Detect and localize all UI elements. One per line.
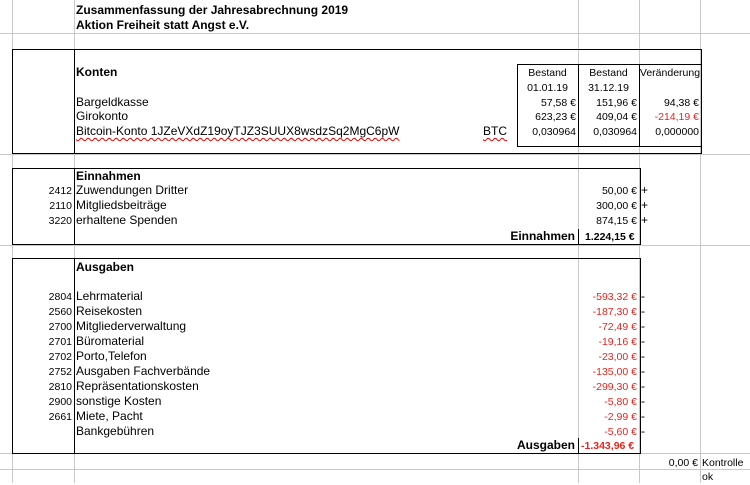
account-label[interactable]: Bitcoin-Konto 1JZeVXdZ19oyTJZ3SUUX8wsdzSq2MgC6pW xyxy=(76,124,400,138)
plus-sign: + xyxy=(641,198,649,212)
expense-label[interactable]: Bankgebühren xyxy=(76,424,155,438)
account-code[interactable]: 2900 xyxy=(48,396,72,408)
expense-amount[interactable]: -135,00 € xyxy=(592,366,637,378)
minus-sign: - xyxy=(641,424,645,438)
organisation-name: Aktion Freiheit statt Angst e.V. xyxy=(76,18,250,32)
einnahmen-heading: Einnahmen xyxy=(76,169,141,183)
divider xyxy=(578,229,579,245)
report-title: Zusammenfassung der Jahresabrechnung 2019 xyxy=(76,3,349,17)
minus-sign: - xyxy=(641,319,645,333)
minus-sign: - xyxy=(641,349,645,363)
expense-amount[interactable]: -5,80 € xyxy=(604,396,637,408)
date-end: 31.12.19 xyxy=(588,82,629,94)
account-code[interactable]: 2412 xyxy=(48,185,72,197)
date-start: 01.01.19 xyxy=(527,82,568,94)
expense-amount[interactable]: -593,32 € xyxy=(592,291,637,303)
expense-amount[interactable]: -2,99 € xyxy=(604,411,637,423)
plus-sign: + xyxy=(641,213,649,227)
account-balance-end[interactable]: 0,030964 xyxy=(593,126,637,138)
expense-label[interactable]: Repräsentationskosten xyxy=(76,379,199,393)
ausgaben-total[interactable]: -1.343,96 € xyxy=(581,440,635,452)
konten-heading: Konten xyxy=(76,65,118,79)
minus-sign: - xyxy=(641,364,645,378)
kontrolle-label: Kontrolle xyxy=(702,457,744,469)
column-header-veraenderung: Veränderung xyxy=(639,67,701,79)
expense-label[interactable]: Miete, Pacht xyxy=(76,409,143,423)
account-unit: BTC xyxy=(483,124,507,138)
minus-sign: - xyxy=(641,409,645,423)
einnahmen-total[interactable]: 1.224,15 € xyxy=(585,231,635,243)
income-label[interactable]: Zuwendungen Dritter xyxy=(76,183,189,197)
minus-sign: - xyxy=(641,394,645,408)
kontrolle-value[interactable]: 0,00 € xyxy=(668,457,698,469)
expense-label[interactable]: Büromaterial xyxy=(76,334,145,348)
column-header-bestand-end: Bestand xyxy=(589,67,628,79)
account-balance-end[interactable]: 151,96 € xyxy=(596,97,637,109)
account-code[interactable]: 2560 xyxy=(48,306,72,318)
grid-line xyxy=(0,33,750,34)
account-code[interactable]: 2110 xyxy=(49,200,72,212)
account-label[interactable]: Girokonto xyxy=(76,109,129,123)
income-label[interactable]: Mitgliedsbeiträge xyxy=(76,198,167,212)
account-change[interactable]: -214,19 € xyxy=(654,111,699,123)
column-header-bestand-start: Bestand xyxy=(528,67,567,79)
account-code[interactable]: 2701 xyxy=(48,336,72,348)
expense-amount[interactable]: -5,60 € xyxy=(604,426,637,438)
expense-amount[interactable]: -23,00 € xyxy=(598,351,637,363)
divider xyxy=(74,168,75,245)
account-code[interactable]: 2702 xyxy=(48,351,72,363)
expense-amount[interactable]: -72,49 € xyxy=(598,321,637,333)
account-balance-end[interactable]: 409,04 € xyxy=(596,111,637,123)
expense-label[interactable]: Mitgliederverwaltung xyxy=(76,319,187,333)
grid-line xyxy=(0,154,750,155)
kontrolle-status: ok xyxy=(702,471,714,483)
account-code[interactable]: 2810 xyxy=(48,381,72,393)
account-code[interactable]: 3220 xyxy=(48,215,72,227)
divider xyxy=(578,438,579,454)
income-amount[interactable]: 50,00 € xyxy=(601,185,637,197)
minus-sign: - xyxy=(641,379,645,393)
plus-sign: + xyxy=(641,183,649,197)
minus-sign: - xyxy=(641,334,645,348)
expense-label[interactable]: Reisekosten xyxy=(76,304,143,318)
account-code[interactable]: 2752 xyxy=(48,366,72,378)
minus-sign: - xyxy=(641,289,645,303)
divider xyxy=(74,49,75,154)
divider xyxy=(517,146,701,147)
account-code[interactable]: 2804 xyxy=(48,291,72,303)
account-code[interactable]: 2700 xyxy=(48,321,72,333)
income-label[interactable]: erhaltene Spenden xyxy=(76,213,178,227)
expense-amount[interactable]: -19,16 € xyxy=(598,336,637,348)
account-balance-start[interactable]: 57,58 € xyxy=(540,97,576,109)
divider xyxy=(517,64,701,65)
income-amount[interactable]: 874,15 € xyxy=(596,215,637,227)
expense-label[interactable]: Ausgaben Fachverbände xyxy=(76,364,211,378)
expense-label[interactable]: Lehrmaterial xyxy=(76,289,143,303)
account-code[interactable]: 2661 xyxy=(48,411,72,423)
minus-sign: - xyxy=(641,304,645,318)
income-amount[interactable]: 300,00 € xyxy=(596,200,637,212)
ausgaben-heading: Ausgaben xyxy=(76,260,135,274)
divider xyxy=(74,258,75,454)
ausgaben-total-label: Ausgaben xyxy=(516,438,575,452)
account-change[interactable]: 0,000000 xyxy=(655,126,699,138)
account-balance-start[interactable]: 0,030964 xyxy=(532,126,576,138)
account-change[interactable]: 94,38 € xyxy=(663,97,699,109)
grid-line xyxy=(0,245,750,246)
expense-amount[interactable]: -187,30 € xyxy=(592,306,637,318)
grid-line xyxy=(0,469,750,470)
expense-label[interactable]: sonstige Kosten xyxy=(76,394,162,408)
expense-label[interactable]: Porto,Telefon xyxy=(76,349,147,363)
account-label[interactable]: Bargeldkasse xyxy=(76,95,149,109)
einnahmen-total-label: Einnahmen xyxy=(510,229,575,243)
expense-amount[interactable]: -299,30 € xyxy=(592,381,637,393)
account-balance-start[interactable]: 623,23 € xyxy=(535,111,576,123)
